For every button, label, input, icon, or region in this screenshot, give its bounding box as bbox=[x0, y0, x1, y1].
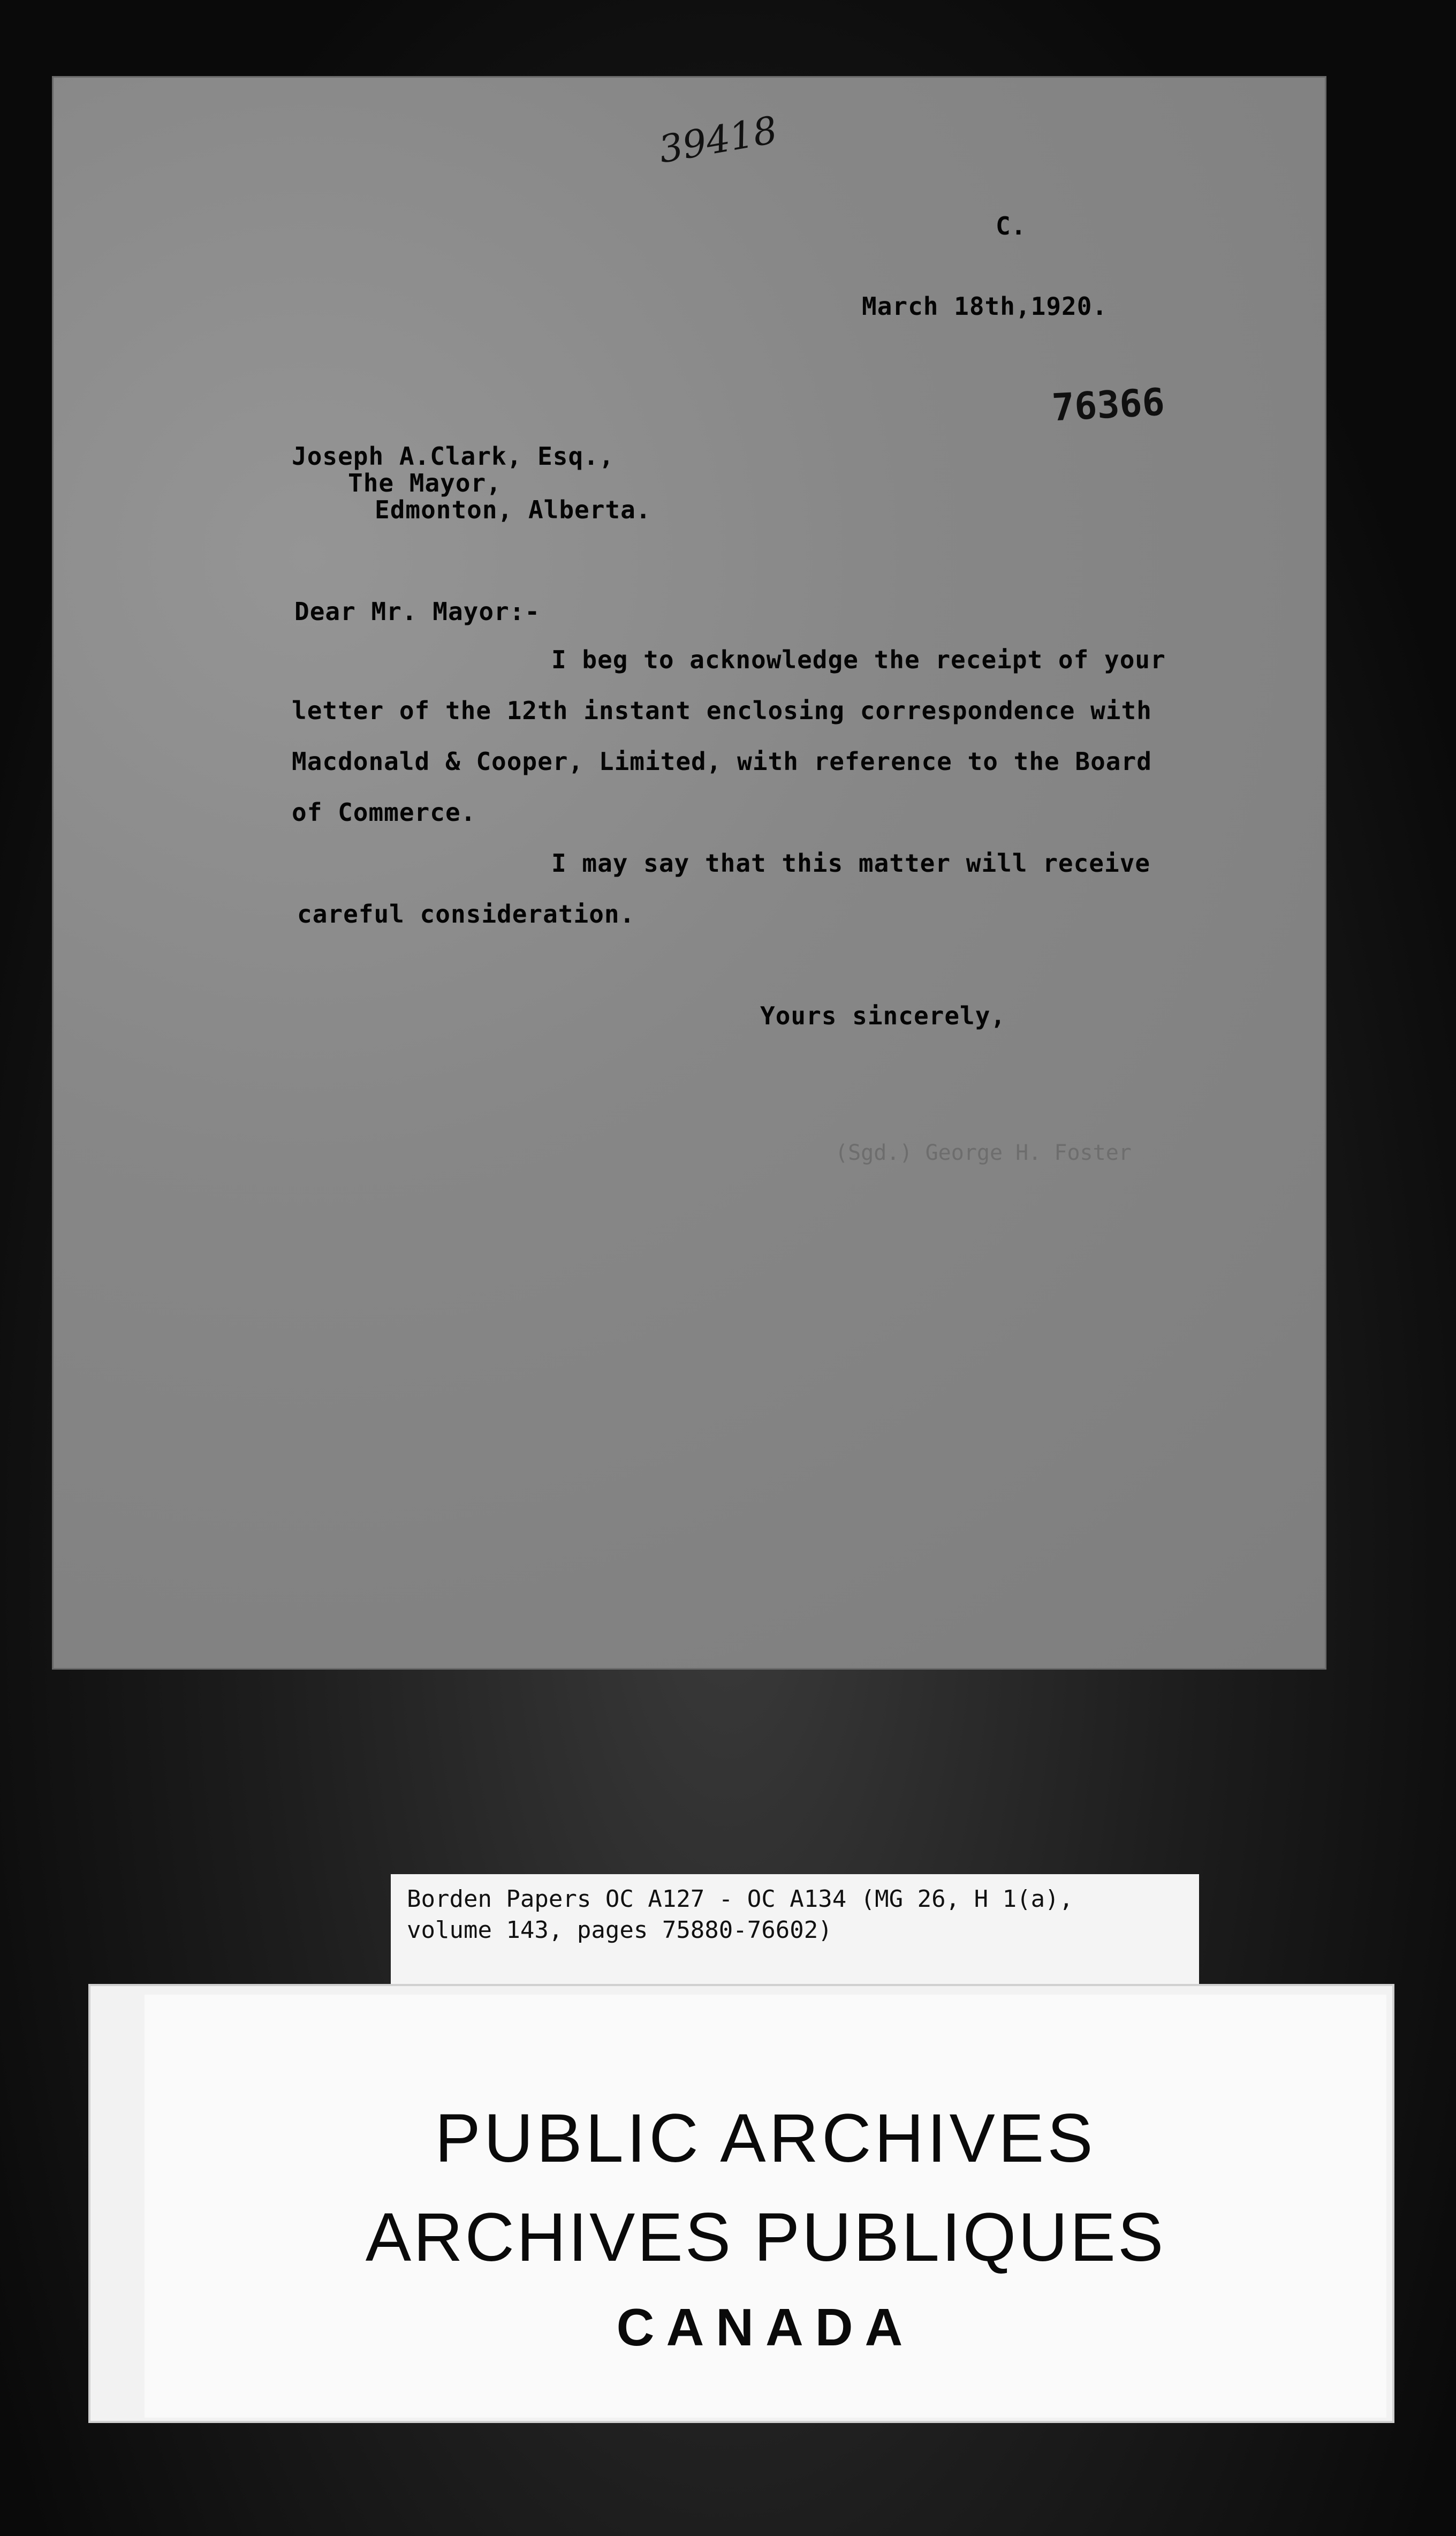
closing: Yours sincerely, bbox=[760, 1001, 1006, 1030]
archive-title-english: PUBLIC ARCHIVES bbox=[435, 2100, 1096, 2177]
letter-page bbox=[54, 78, 1325, 1668]
archive-country: CANADA bbox=[616, 2298, 915, 2357]
reference-label bbox=[391, 1874, 1199, 1987]
reference-line-1: Borden Papers OC A127 - OC A134 (MG 26, H 1(a), bbox=[407, 1885, 1074, 1913]
address-line-3: Edmonton, Alberta. bbox=[375, 495, 651, 524]
archive-title-french: ARCHIVES PUBLIQUES bbox=[365, 2199, 1166, 2276]
body-line-4: of Commerce. bbox=[292, 798, 476, 827]
archive-card-inner bbox=[145, 1995, 1386, 2418]
address-line-1: Joseph A.Clark, Esq., bbox=[292, 442, 615, 471]
reference-line-2: volume 143, pages 75880-76602) bbox=[407, 1916, 832, 1944]
body-line-6: careful consideration. bbox=[297, 900, 635, 929]
file-number: 76366 bbox=[1050, 380, 1166, 430]
body-line-1: I beg to acknowledge the receipt of your bbox=[551, 645, 1166, 674]
body-line-2: letter of the 12th instant enclosing correspondence with bbox=[292, 696, 1152, 725]
address-line-2: The Mayor, bbox=[348, 469, 502, 497]
body-line-5: I may say that this matter will receive bbox=[551, 849, 1151, 878]
salutation: Dear Mr. Mayor:- bbox=[294, 597, 541, 626]
body-line-3: Macdonald & Cooper, Limited, with reference to the Board bbox=[292, 747, 1152, 776]
letter-date: March 18th,1920. bbox=[862, 292, 1108, 321]
handwritten-reference: 39418 bbox=[655, 108, 781, 172]
archive-card bbox=[88, 1984, 1394, 2423]
letter-initial: C. bbox=[996, 212, 1027, 240]
signature: (Sgd.) George H. Foster bbox=[835, 1141, 1132, 1165]
